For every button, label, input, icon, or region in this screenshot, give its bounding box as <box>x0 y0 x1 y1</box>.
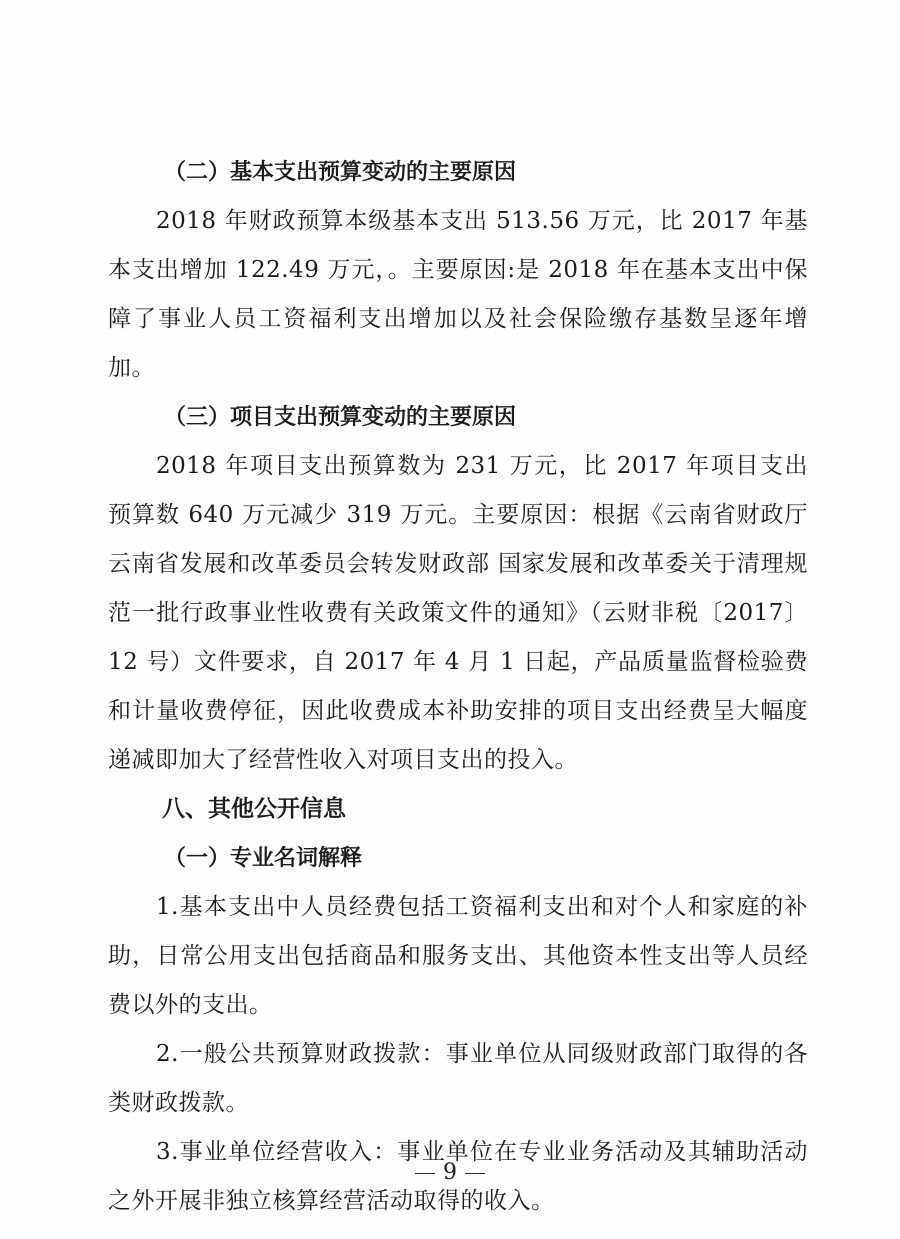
term-item-2: 2.一般公共预算财政拨款：事业单位从同级财政部门取得的各类财政拨款。 <box>108 1041 808 1116</box>
page-number-left-dash <box>415 1173 435 1174</box>
paragraph-project-expenditure: 2018 年项目支出预算数为 231 万元，比 2017 年项目支出预算数 640 万元减少 319 万元。主要原因：根据《云南省财政厅 云南省发展和改革委员会转发财政部 国家发展和改革委关于清理规范一批行政事业性收费有关政策文件的通知》（云财非税〔2017〕12 号）文件要求，自 2017 年 4 月 1 日起，产品质量监督检验费和计量收费停征，因此收费成本补助安排的项目支出经费呈大幅度递减即加大了经营性收入对项目支出的投入。 <box>108 453 808 773</box>
paragraph-basic-expenditure: 2018 年财政预算本级基本支出 513.56 万元，比 2017 年基本支出增加 122.49 万元，。主要原因:是 2018 年在基本支出中保障了事业人员工资福利支出增加以及社会保险缴存基数呈逐年增加。 <box>108 208 808 381</box>
term-item-3: 3.事业单位经营收入：事业单位在专业业务活动及其辅助活动之外开展非独立核算经营活动取得的收入。 <box>108 1139 808 1214</box>
section-heading-term-explanations: （一）专业名词解释 <box>164 846 363 871</box>
document-body <box>108 148 808 1226</box>
section-heading-basic-expenditure: （二）基本支出预算变动的主要原因 <box>164 160 517 185</box>
section-heading-project-expenditure: （三）项目支出预算变动的主要原因 <box>164 405 517 430</box>
page-number-right-dash <box>465 1173 485 1174</box>
page-number-value: 9 <box>443 1160 457 1185</box>
section-heading-other-info: 八、其他公开信息 <box>162 796 346 822</box>
term-item-1: 1.基本支出中人员经费包括工资福利支出和对个人和家庭的补助，日常公用支出包括商品和服务支出、其他资本性支出等人员经费以外的支出。 <box>108 894 808 1018</box>
page-number <box>0 1160 900 1185</box>
